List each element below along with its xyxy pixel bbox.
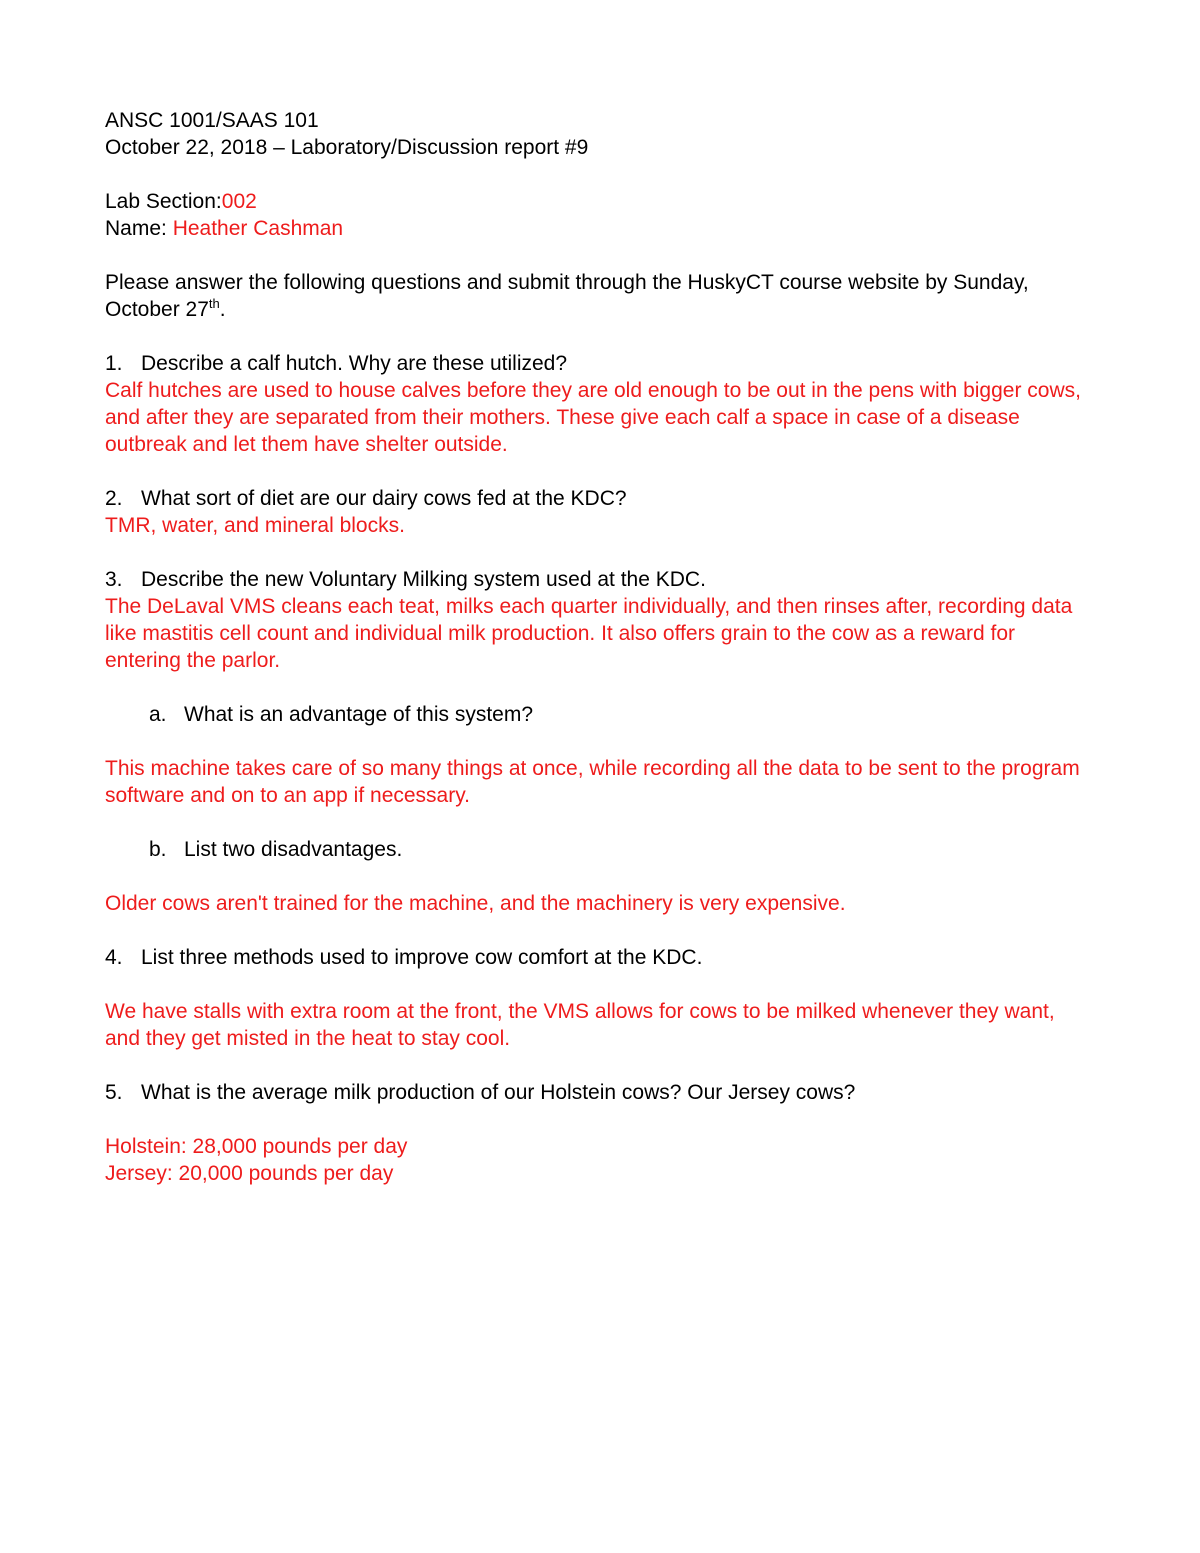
question-number: 5.	[105, 1081, 123, 1104]
answer-3: The DeLaval VMS cleans each teat, milks each quarter individually, and then rinses after, recording data like mastitis cell count and individual milk production. It also offers grain to the cow as a reward for entering the parlor.	[105, 595, 1073, 672]
answer-5-holstein: Holstein: 28,000 pounds per day	[105, 1135, 408, 1158]
answer-5-jersey: Jersey: 20,000 pounds per day	[105, 1162, 394, 1185]
name-label: Name:	[105, 217, 173, 240]
question-text: What is the average milk production of our Holstein cows? Our Jersey cows?	[141, 1081, 856, 1104]
question-text: List three methods used to improve cow comfort at the KDC.	[141, 946, 703, 969]
instructions-text: Please answer the following questions and submit through the HuskyCT course website by Sunday, October 27	[105, 271, 1029, 321]
sub-question-text: What is an advantage of this system?	[184, 703, 534, 726]
question-number: 1.	[105, 352, 123, 375]
answer-2: TMR, water, and mineral blocks.	[105, 514, 405, 537]
lab-section	[105, 188, 1095, 215]
instructions-superscript: th	[208, 296, 220, 311]
name-value: Heather Cashman	[172, 217, 344, 240]
instructions: Please answer the following questions and submit through the HuskyCT course website by Sunday, October 27th.	[105, 271, 1029, 321]
question-text: What sort of diet are our dairy cows fed at the KDC?	[141, 487, 627, 510]
lab-section-value: 002	[221, 190, 257, 213]
student-name	[105, 215, 1095, 242]
question-3a	[105, 701, 1095, 728]
answer-4: We have stalls with extra room at the front, the VMS allows for cows to be milked whenever they want, and they get misted in the heat to stay cool.	[105, 1000, 1055, 1050]
report-date-title: October 22, 2018 – Laboratory/Discussion report #9	[105, 136, 589, 159]
question-2	[105, 485, 1095, 512]
question-5	[105, 1079, 1095, 1106]
question-3b	[105, 836, 1095, 863]
lab-section-label: Lab Section:	[105, 190, 222, 213]
question-number: 2.	[105, 487, 123, 510]
question-text: Describe the new Voluntary Milking system used at the KDC.	[141, 568, 706, 591]
sub-question-letter: a.	[149, 703, 167, 726]
answer-1: Calf hutches are used to house calves before they are old enough to be out in the pens with bigger cows, and after they are separated from their mothers. These give each calf a space in case of a disease outbreak and let them have shelter outside.	[105, 379, 1081, 456]
question-text: Describe a calf hutch. Why are these utilized?	[141, 352, 568, 375]
document-body	[105, 107, 1095, 1187]
sub-question-letter: b.	[149, 838, 167, 861]
sub-question-text: List two disadvantages.	[184, 838, 403, 861]
question-4	[105, 944, 1095, 971]
course-title: ANSC 1001/SAAS 101	[105, 109, 319, 132]
question-3	[105, 566, 1095, 593]
question-number: 4.	[105, 946, 123, 969]
answer-3b: Older cows aren't trained for the machine, and the machinery is very expensive.	[105, 892, 846, 915]
answer-3a: This machine takes care of so many things at once, while recording all the data to be sent to the program software and on to an app if necessary.	[105, 757, 1080, 807]
question-number: 3.	[105, 568, 123, 591]
question-1	[105, 350, 1095, 377]
